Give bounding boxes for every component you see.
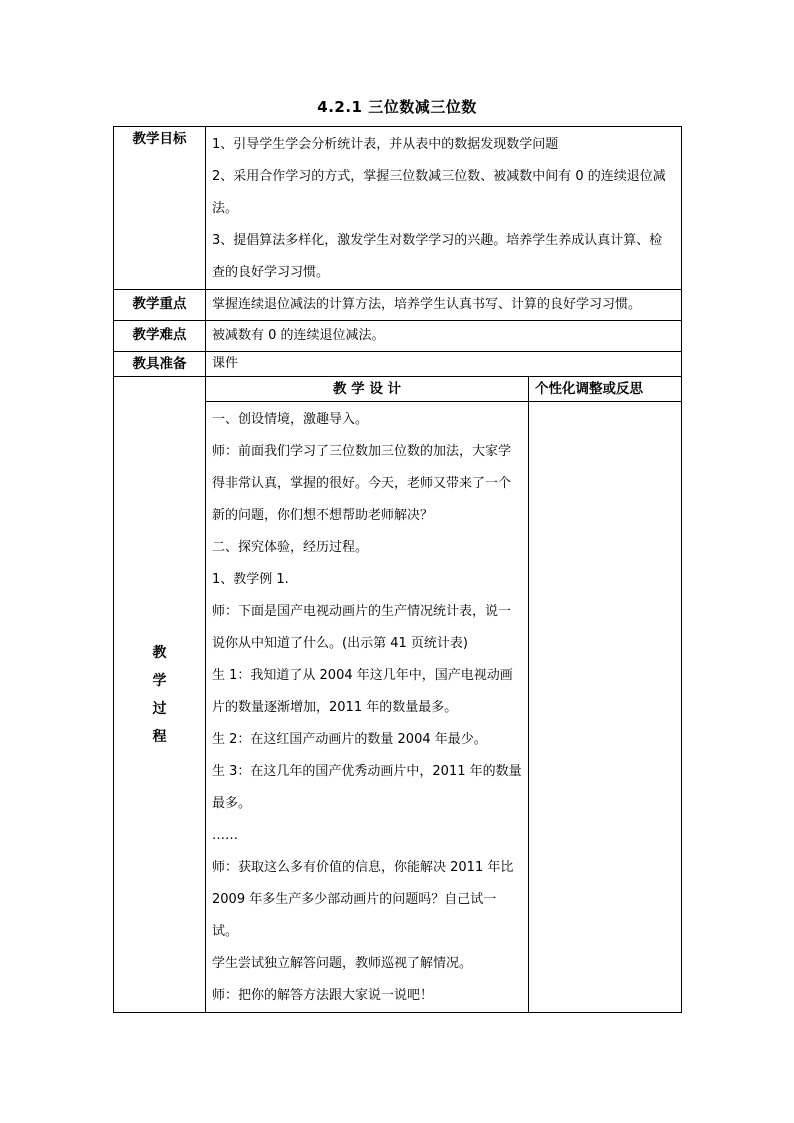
difficulties-label: 教学难点 [114,321,206,352]
design-paragraph: 生 3：在这几年的国产优秀动画片中，2011 年的数量最多。 [212,764,522,811]
design-header: 教 学 设 计 [206,377,529,402]
design-paragraph: 学生尝试独立解答问题，教师巡视了解情况。 [212,956,473,971]
design-paragraph: 师：前面我们学习了三位数加三位数的加法，大家学得非常认真，掌握的很好。今天，老师又带来了一个新的问题，你们想不想帮助老师解决？ [212,444,512,523]
reflect-content [529,402,682,1013]
key-points-text: 掌握连续退位减法的计算方法，培养学生认真书写、计算的良好学习习惯。 [206,290,682,321]
materials-text: 课件 [206,352,682,377]
design-content [206,402,529,1013]
design-paragraph: 师：把你的解答方法跟大家说一说吧！ [212,988,434,1003]
process-label [114,377,206,1013]
design-paragraph: 师：获取这么多有价值的信息，你能解决 2011 年比 2009 年多生产多少部动画片的问题吗？自己试一试。 [212,860,514,939]
goal-item: 2、采用合作学习的方式，掌握三位数减三位数、被减数中间有 0 的连续退位减法。 [212,169,666,216]
page-title: 4.2.1 三位数减三位数 [317,98,477,116]
key-points-label: 教学重点 [114,290,206,321]
reflect-header: 个性化调整或反思 [529,377,682,402]
design-paragraph: 师：下面是国产电视动画片的生产情况统计表，说一说你从中知道了什么。(出示第 41 页统计表) [212,604,512,651]
design-paragraph: 1、教学例 1. [212,572,289,587]
process-label-char: 教 [152,644,167,661]
goal-item: 1、引导学生学会分析统计表，并从表中的数据发现数学问题 [212,137,559,152]
process-header-row [114,377,682,402]
design-paragraph: 生 2：在这红国产动画片的数量 2004 年最少。 [212,732,487,747]
goals-content [206,127,682,290]
materials-label: 教具准备 [114,352,206,377]
process-label-char: 过 [152,700,167,717]
key-points-row [114,290,682,321]
goal-item: 3、提倡算法多样化，激发学生对数学学习的兴趣。培养学生养成认真计算、检查的良好学习习惯。 [212,233,663,280]
design-paragraph: …… [212,828,238,843]
goals-row [114,127,682,290]
difficulties-text: 被减数有 0 的连续退位减法。 [206,321,682,352]
process-label-char: 学 [152,672,167,689]
materials-row [114,352,682,377]
goals-label: 教学目标 [114,127,206,290]
difficulties-row [114,321,682,352]
design-paragraph: 一、创设情境，激趣导入。 [212,412,369,427]
process-label-char: 程 [152,728,167,745]
design-paragraph: 生 1：我知道了从 2004 年这几年中，国产电视动画片的数量逐渐增加，2011 年的数量最多。 [212,668,513,715]
lesson-plan-table [113,126,682,1013]
design-paragraph: 二、探究体验，经历过程。 [212,540,369,555]
